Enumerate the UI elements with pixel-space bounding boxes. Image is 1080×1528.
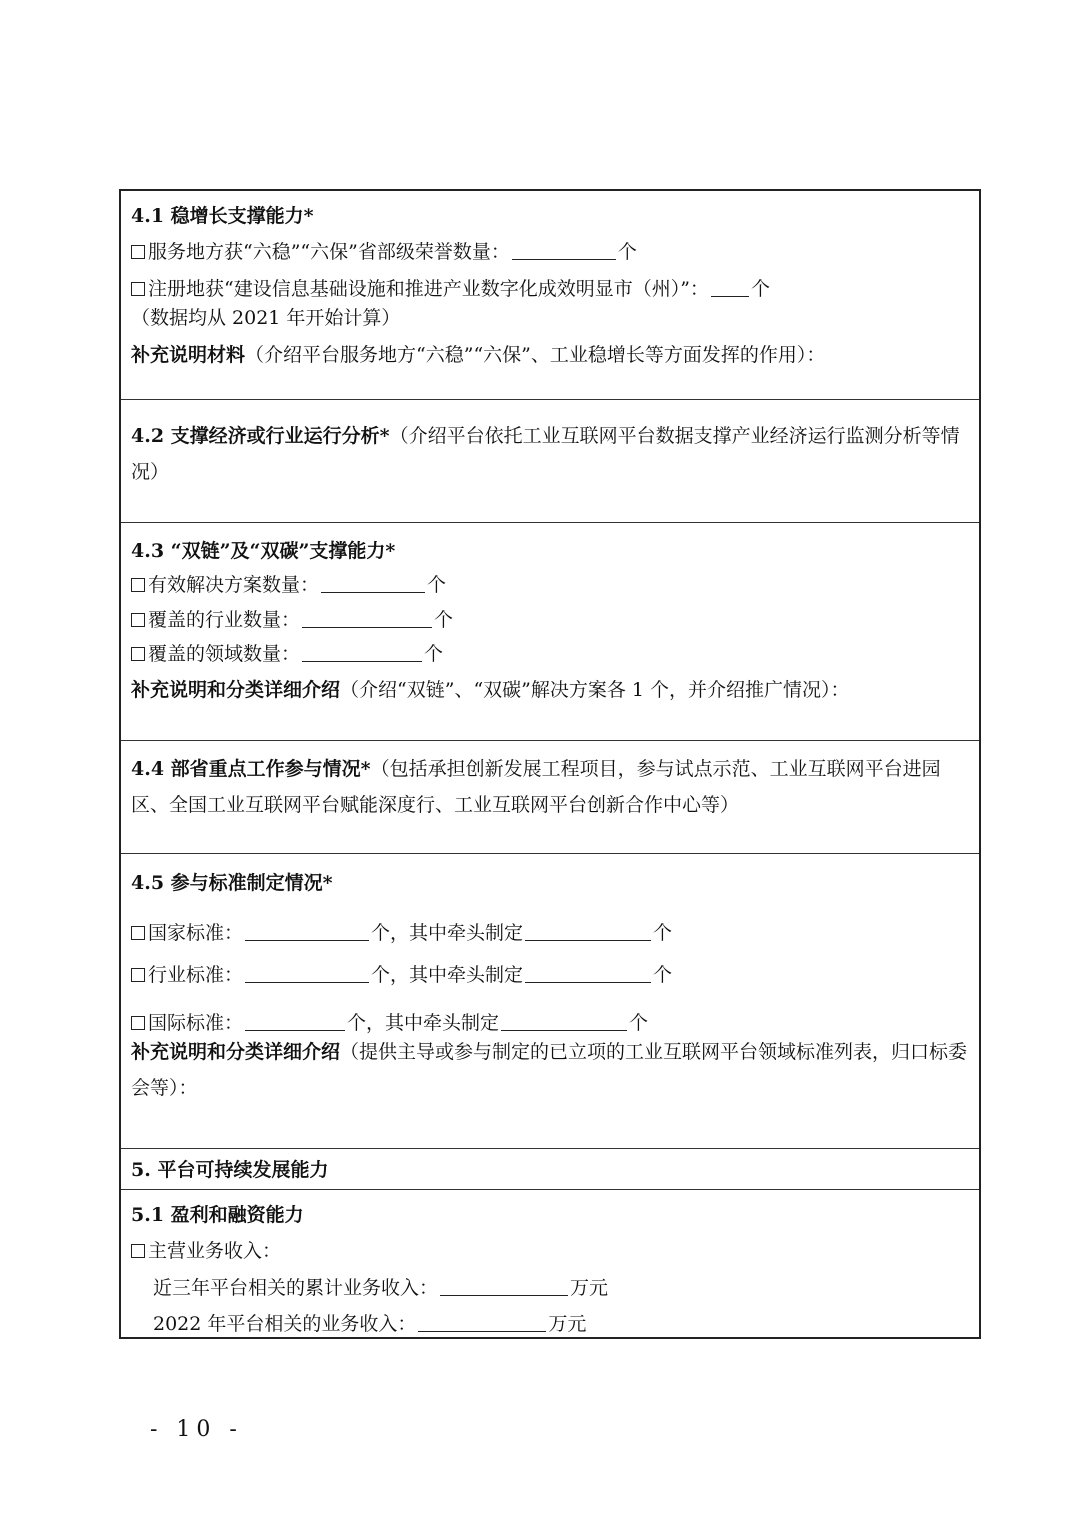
main-revenue-checkbox[interactable] (131, 1244, 145, 1258)
international-standard-row: 国际标准： 个，其中牵头制定 个 (131, 1010, 971, 1036)
industry-count-blank[interactable] (302, 609, 432, 628)
revenue-2022-blank[interactable] (418, 1313, 546, 1332)
registration-city-blank[interactable] (711, 278, 749, 297)
solution-count-checkbox[interactable] (131, 578, 145, 592)
domain-count-checkbox[interactable] (131, 647, 145, 661)
section-5-title: 5. 平台可持续发展能力 (131, 1159, 329, 1181)
section-5-1 (121, 1190, 979, 1339)
section-4-3-title: 4.3 “双链”及“双碳”支撑能力* (131, 540, 396, 562)
section-4-1-supplement: 补充说明材料（介绍平台服务地方“六稳”“六保”、工业稳增长等方面发挥的作用）： (131, 344, 826, 366)
section-4-4 (121, 741, 979, 854)
section-4-5-title: 4.5 参与标准制定情况* (131, 872, 333, 894)
international-standard-blank[interactable] (245, 1012, 345, 1031)
international-standard-lead-blank[interactable] (501, 1012, 627, 1031)
domain-count-row: 覆盖的领域数量： 个 (131, 641, 971, 667)
industry-count-checkbox[interactable] (131, 613, 145, 627)
national-standard-row: 国家标准： 个，其中牵头制定 个 (131, 920, 971, 946)
data-period-note: （数据均从 2021 年开始计算） (131, 307, 401, 329)
section-4-3-supplement: 补充说明和分类详细介绍（介绍“双链”、“双碳”解决方案各 1 个，并介绍推广情况）： (131, 679, 850, 701)
three-year-revenue-row: 近三年平台相关的累计业务收入： 万元 (153, 1277, 609, 1299)
main-revenue-row: 主营业务收入： (131, 1238, 971, 1264)
section-4-3 (121, 523, 979, 741)
section-4-1-title: 4.1 稳增长支撑能力* (131, 205, 314, 227)
revenue-2022-row: 2022 年平台相关的业务收入： 万元 (153, 1313, 587, 1335)
industry-standard-lead-blank[interactable] (525, 964, 651, 983)
registration-city-checkbox[interactable] (131, 282, 145, 296)
industry-count-row: 覆盖的行业数量： 个 (131, 607, 971, 633)
domain-count-blank[interactable] (302, 643, 422, 662)
section-4-5 (121, 854, 979, 1149)
section-4-5-supplement: 补充说明和分类详细介绍（提供主导或参与制定的已立项的工业互联网平台领域标准列表，归口标委会等）： (131, 1041, 968, 1099)
industry-standard-blank[interactable] (245, 964, 369, 983)
section-5-1-title: 5.1 盈利和融资能力 (131, 1204, 304, 1226)
international-standard-checkbox[interactable] (131, 1016, 145, 1030)
section-4-2 (121, 400, 979, 523)
national-standard-lead-blank[interactable] (525, 922, 651, 941)
national-standard-checkbox[interactable] (131, 926, 145, 940)
honor-count-blank[interactable] (512, 241, 616, 260)
section-4-1 (121, 191, 979, 400)
three-year-revenue-blank[interactable] (440, 1277, 568, 1296)
honor-count-row: 服务地方获“六稳”“六保”省部级荣誉数量： 个 (131, 239, 971, 265)
honor-count-checkbox[interactable] (131, 245, 145, 259)
industry-standard-checkbox[interactable] (131, 968, 145, 982)
solution-count-blank[interactable] (321, 574, 425, 593)
section-4-4-text: 4.4 部省重点工作参与情况*（包括承担创新发展工程项目，参与试点示范、工业互联网平台进园区、全国工业互联网平台赋能深度行、工业互联网平台创新合作中心等） (131, 758, 941, 816)
section-4-2-text: 4.2 支撑经济或行业运行分析*（介绍平台依托工业互联网平台数据支撑产业经济运行监测分析等情况） (131, 425, 960, 483)
page-number: - 10 - (150, 1417, 243, 1442)
section-5 (121, 1149, 979, 1190)
form-table (119, 189, 981, 1339)
national-standard-blank[interactable] (245, 922, 369, 941)
industry-standard-row: 行业标准： 个，其中牵头制定 个 (131, 962, 971, 988)
solution-count-row: 有效解决方案数量： 个 (131, 572, 971, 598)
registration-city-row: 注册地获“建设信息基础设施和推进产业数字化成效明显市（州）”： 个 (131, 276, 971, 302)
